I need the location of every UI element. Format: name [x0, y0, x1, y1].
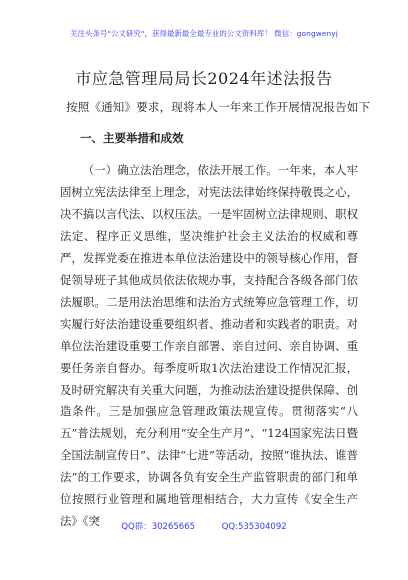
footer-contacts [0, 520, 408, 532]
footer-qq-group: QQ群：30265665 [121, 522, 196, 532]
body-paragraph: （一）确立法治理念，依法开展工作。一年来，本人牢固树立宪法法律至上理念，对宪法法律始终保持敬畏之心，决不搞以言代法、以权压法。一是牢固树立法律规则、职权法定、程序正义思维，坚决维护社会主义法治的权威和尊严，发挥党委在推进本单位法治建设中的领导核心作用，督促领导班子其他成员依法依规办事，支持配合各级各部门依法履职。二是用法治思维和法治方式统筹应急管理工作，切实履行好法治建设重要组织者、推动者和实践者的职责。对单位法治建设重要工作亲自部署、亲自过问、亲自协调、重要任务亲自督办。每季度听取1次法治建设工作情况汇报，及时研究解决有关重大问题，为推动法治建设提供保障、创造条件。三是加强应急管理政策法规宣传。贯彻落实“八五”普法规划，充分利用“安全生产月”、“124国家宪法日暨全国法制宣传日”、法律“七进”等活动，按照“谁执法、谁普法”的工作要求，协调各负有安全生产监管职责的部门和单位按照行业管理和属地管理相结合，大力宣传《安全生产法》《突 [60, 163, 358, 529]
page-title: 市应急管理局局长2024年述法报告 [75, 69, 333, 88]
promo-banner: 关注头条号"公文研究"，获得最新最全最专业的公文资料库！ 微信：gongwenyj [70, 29, 338, 38]
footer-qq: QQ:535304092 [221, 522, 287, 532]
section-heading: 一、主要举措和成效 [80, 131, 184, 145]
intro-line: 按照《通知》要求，现将本人一年来工作开展情况报告如下 [66, 100, 371, 114]
